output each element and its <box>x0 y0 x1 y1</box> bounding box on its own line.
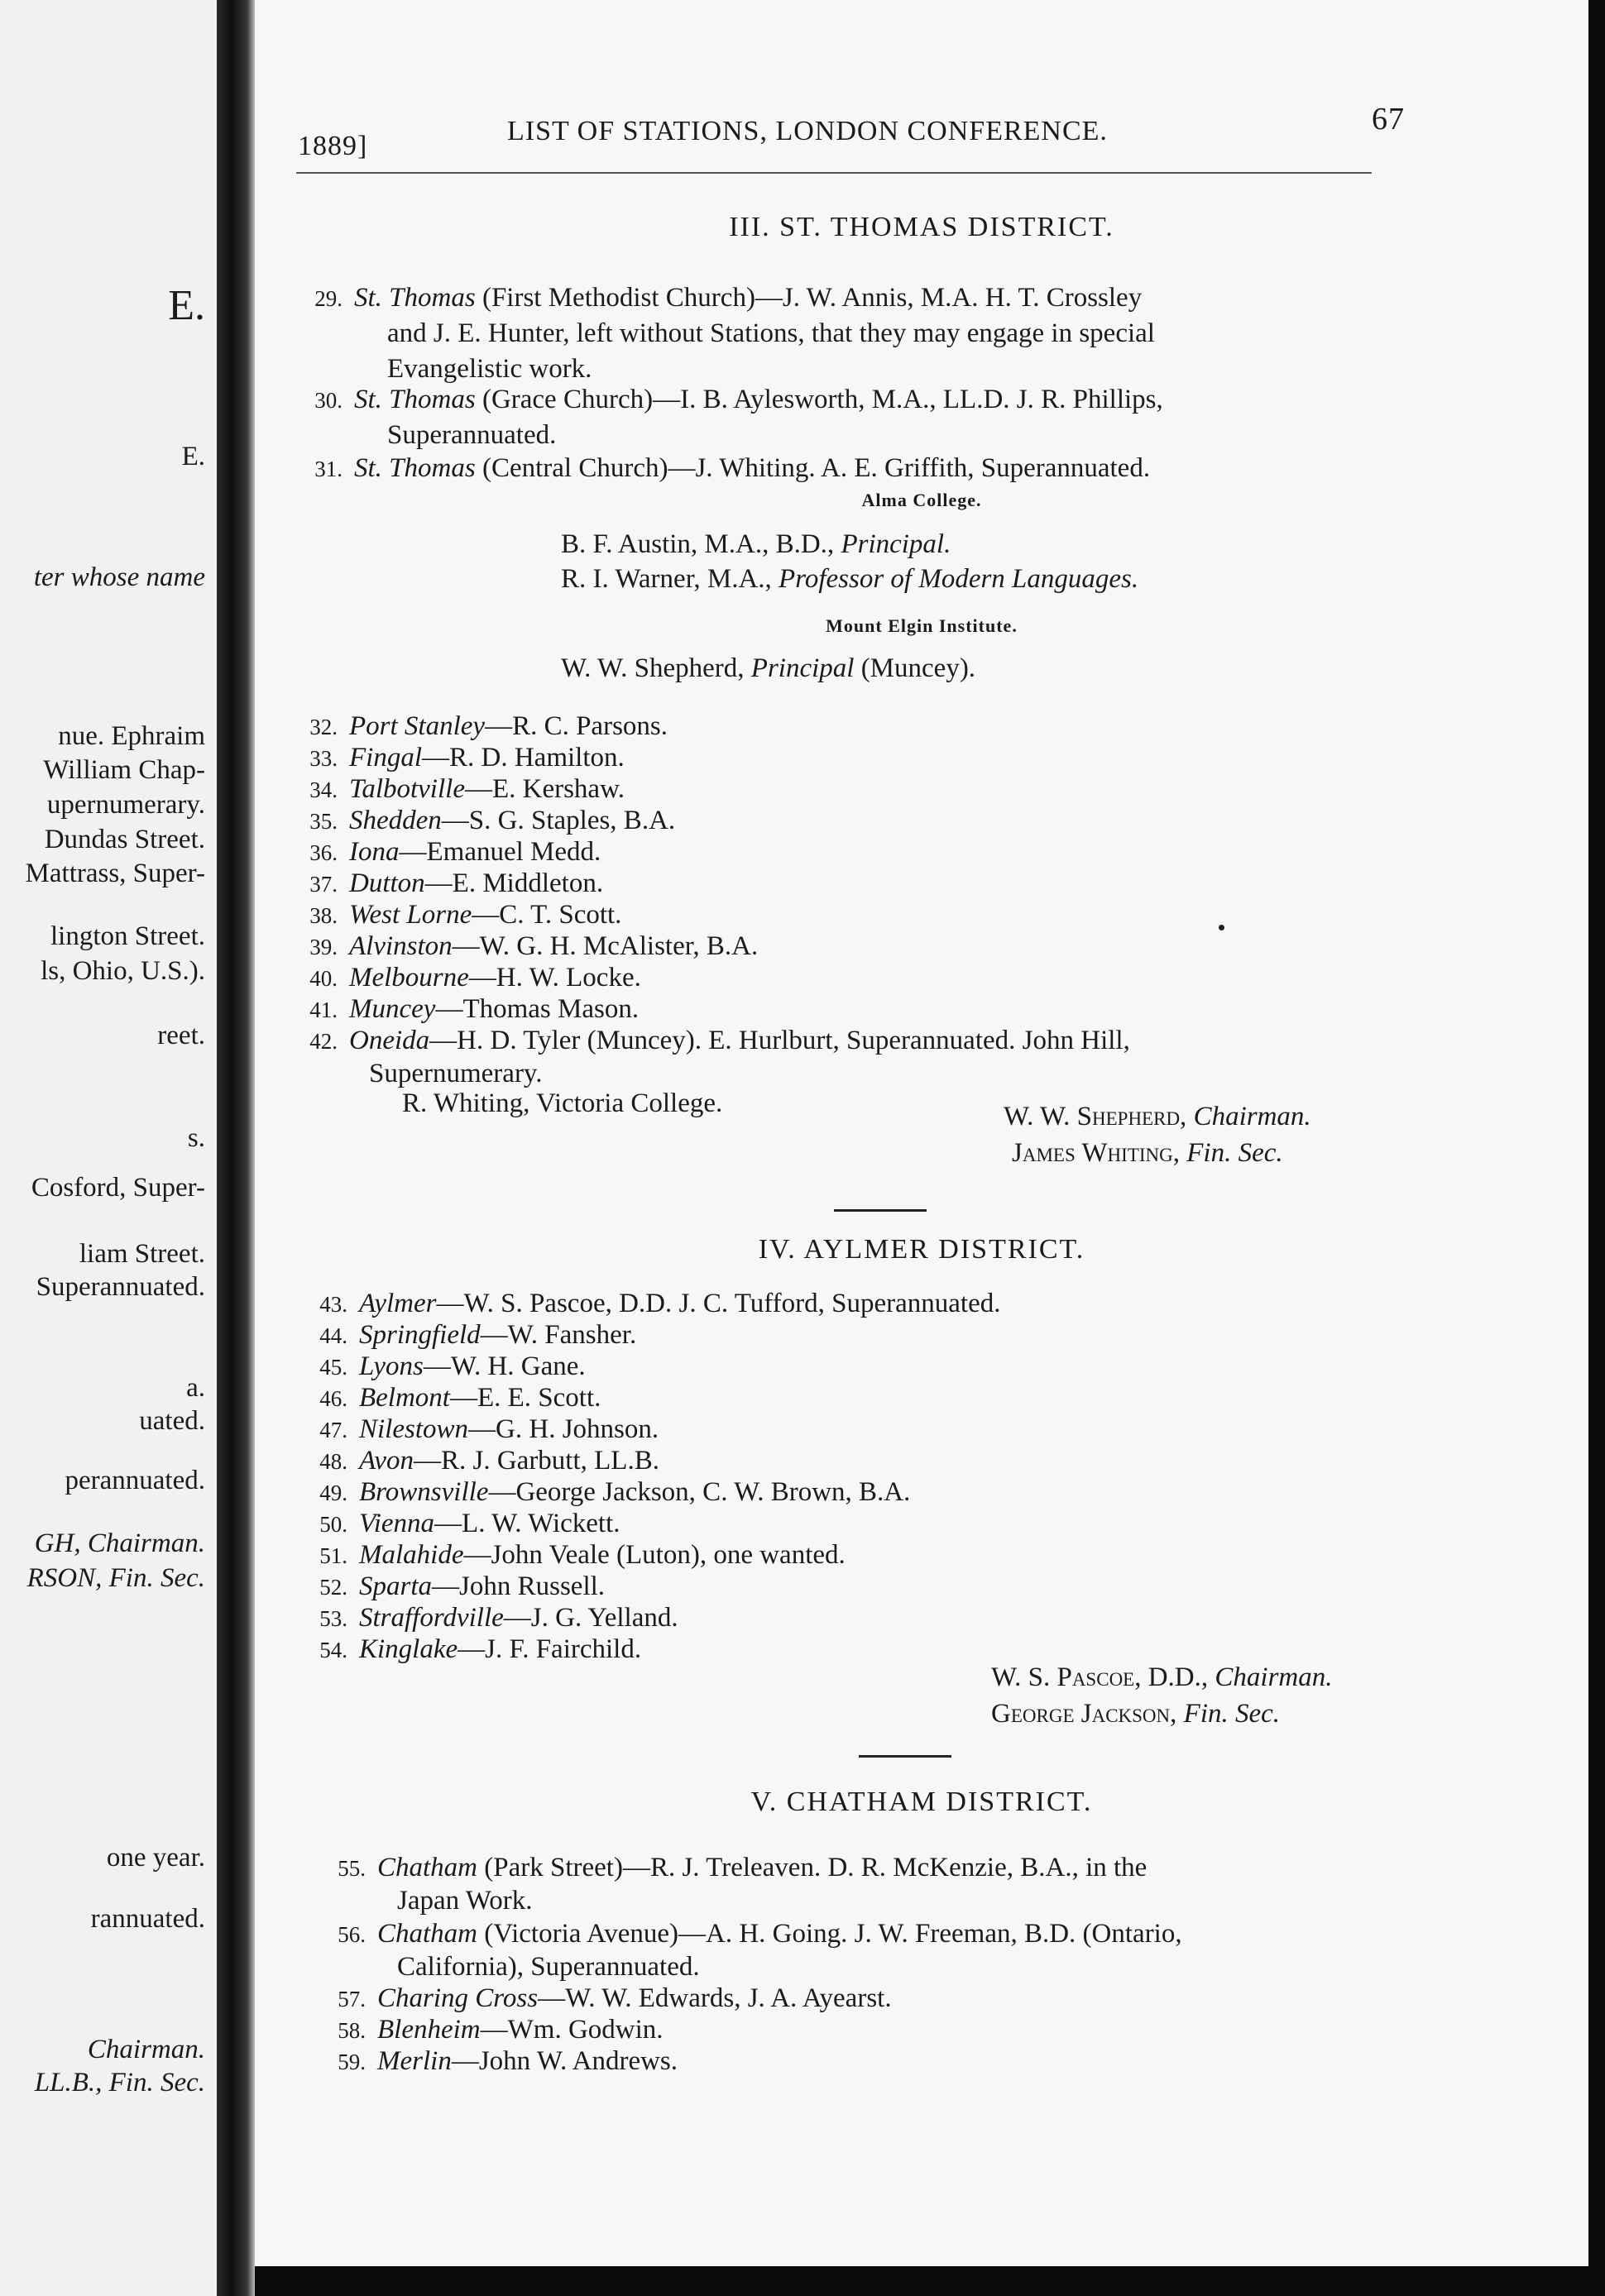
left-page-line: RSON, Fin. Sec. <box>26 1563 205 1593</box>
station-place: Muncey <box>349 994 436 1024</box>
station-appointment: —W. Fansher. <box>480 1320 637 1350</box>
station-place: Belmont <box>359 1383 450 1413</box>
station-number: 48. <box>319 1449 347 1474</box>
station-number: 38. <box>309 903 338 928</box>
station-number: 41. <box>309 997 338 1022</box>
station-entry <box>288 900 621 930</box>
left-page-line: Chairman. <box>87 2035 205 2064</box>
station-number: 54. <box>319 1638 347 1662</box>
left-page-line: one year. <box>106 1843 205 1873</box>
station-appointment: (Victoria Avenue)—A. H. Going. J. W. Freeman, B.D. (Ontario, <box>477 1919 1182 1949</box>
station-entry <box>298 1414 659 1445</box>
station-number: 57. <box>338 1987 366 2011</box>
staff-location: (Muncey). <box>854 653 976 683</box>
station-entry <box>316 2046 678 2077</box>
station-place: Blenheim <box>377 2015 481 2045</box>
staff-name: B. F. Austin, M.A., B.D., <box>561 529 841 559</box>
station-place: St. Thomas <box>354 385 476 414</box>
left-page-line: s. <box>187 1123 205 1153</box>
station-entry <box>288 931 758 962</box>
mount-elgin-heading: Mount Elgin Institute. <box>826 615 1018 636</box>
aylmer-chairman: W. S. Pascoe, D.D., Chairman. <box>991 1662 1333 1692</box>
station-number: 33. <box>309 746 338 771</box>
left-page-line: Cosford, Super- <box>31 1173 205 1203</box>
header-year: 1889] <box>298 131 368 161</box>
left-page-line: Superannuated. <box>36 1272 205 1302</box>
station-appointment: —R. C. Parsons. <box>485 711 668 741</box>
station-number: 50. <box>319 1512 347 1537</box>
left-page-line: uated. <box>139 1406 205 1436</box>
station-entry <box>288 868 603 899</box>
station-appointment: —H. W. Locke. <box>468 963 641 993</box>
station-number: 31. <box>314 457 343 481</box>
station-entry <box>316 1853 1147 1883</box>
left-page-line: ls, Ohio, U.S.). <box>41 956 205 986</box>
station-appointment: —John W. Andrews. <box>451 2046 678 2076</box>
station-entry <box>316 1983 892 2014</box>
station-entry <box>298 1351 586 1382</box>
station-place: St. Thomas <box>354 453 476 483</box>
station-place: Alvinston <box>349 931 453 961</box>
left-page-line: E. <box>181 442 205 471</box>
staff-name: R. I. Warner, M.A., <box>561 564 779 594</box>
station-number: 53. <box>319 1606 347 1631</box>
station-appointment: Evangelistic work. <box>387 354 592 384</box>
station-entry <box>387 420 556 451</box>
station-place: St. Thomas <box>354 283 476 313</box>
station-number: 47. <box>319 1418 347 1442</box>
left-page-line: Mattrass, Super- <box>25 859 205 888</box>
station-entry <box>298 1603 678 1634</box>
page-number: 67 <box>1372 102 1405 136</box>
station-appointment: (Park Street)—R. J. Treleaven. D. R. McKenzie, B.A., in the <box>477 1853 1147 1882</box>
left-page-line: lington Street. <box>50 921 205 951</box>
station-entry <box>293 283 1142 313</box>
book-gutter <box>217 0 255 2296</box>
station-place: Melbourne <box>349 963 469 993</box>
station-number: 52. <box>319 1575 347 1600</box>
station-appointment: —George Jackson, C. W. Brown, B.A. <box>488 1477 911 1507</box>
station-number: 36. <box>309 840 338 865</box>
station-place: Lyons <box>359 1351 424 1381</box>
station-place: Talbotville <box>349 774 465 804</box>
institution-staff <box>561 529 951 560</box>
station-place: Springfield <box>359 1320 481 1350</box>
station-appointment: California), Superannuated. <box>397 1952 700 1982</box>
station-place: Sparta <box>359 1571 433 1601</box>
station-entry <box>397 1952 700 1983</box>
station-appointment: —Thomas Mason. <box>435 994 640 1024</box>
station-number: 29. <box>314 286 343 311</box>
station-place: Malahide <box>359 1540 464 1570</box>
station-number: 39. <box>309 935 338 959</box>
section-divider <box>859 1755 951 1758</box>
station-appointment: —W. H. Gane. <box>423 1351 586 1381</box>
station-number: 37. <box>309 872 338 897</box>
station-appointment: —E. Kershaw. <box>464 774 625 804</box>
station-entry <box>387 318 1155 349</box>
station-appointment: —E. Middleton. <box>424 868 604 898</box>
institution-staff <box>561 653 975 684</box>
station-appointment: —R. D. Hamilton. <box>422 743 625 773</box>
station-appointment: —Wm. Godwin. <box>480 2015 664 2045</box>
station-number: 45. <box>319 1355 347 1380</box>
station-number: 44. <box>319 1323 347 1348</box>
station-place: Aylmer <box>359 1289 437 1318</box>
station-entry <box>293 453 1150 484</box>
station-entry <box>288 837 601 868</box>
station-entry <box>316 1919 1182 1949</box>
left-page-line: a. <box>186 1373 205 1403</box>
station-number: 49. <box>319 1480 347 1505</box>
station-entry <box>288 963 641 993</box>
district-title-st-thomas: III. ST. THOMAS DISTRICT. <box>729 212 1114 242</box>
station-entry <box>397 1886 533 1916</box>
station-place: Iona <box>349 837 400 867</box>
station-entry <box>288 743 625 773</box>
station-number: 59. <box>338 2050 366 2074</box>
station-appointment: —G. H. Johnson. <box>468 1414 659 1444</box>
station-number: 42. <box>309 1029 338 1054</box>
station-appointment: —W. W. Edwards, J. A. Ayearst. <box>538 1983 892 2013</box>
station-appointment: —R. J. Garbutt, LL.B. <box>413 1446 659 1476</box>
district-title-chatham: V. CHATHAM DISTRICT. <box>750 1787 1093 1817</box>
station-entry <box>298 1571 605 1602</box>
main-page <box>255 0 1588 2266</box>
station-entry <box>288 994 639 1025</box>
station-appointment: (Grace Church)—I. B. Aylesworth, M.A., LL.D. J. R. Phillips, <box>475 385 1163 414</box>
station-number: 43. <box>319 1292 347 1317</box>
station-entry <box>298 1289 1000 1319</box>
station-appointment: Supernumerary. <box>369 1059 543 1088</box>
left-page-line: nue. Ephraim <box>58 721 205 751</box>
station-place: Port Stanley <box>349 711 486 741</box>
station-appointment: —W. S. Pascoe, D.D. J. C. Tufford, Superannuated. <box>436 1289 1001 1318</box>
station-entry <box>298 1477 910 1508</box>
left-page-line: liam Street. <box>79 1239 205 1269</box>
station-appointment: —H. D. Tyler (Muncey). E. Hurlburt, Superannuated. John Hill, <box>429 1026 1130 1055</box>
station-place: Vienna <box>359 1509 435 1538</box>
station-appointment: and J. E. Hunter, left without Stations, that they may engage in special <box>387 318 1155 348</box>
station-number: 51. <box>319 1543 347 1568</box>
station-entry <box>316 2015 664 2045</box>
left-page-line: perannuated. <box>65 1466 205 1495</box>
station-number: 55. <box>338 1856 366 1881</box>
station-appointment: —S. G. Staples, B.A. <box>441 806 676 835</box>
station-place: Oneida <box>349 1026 430 1055</box>
st-thomas-chairman: W. W. Shepherd, Chairman. <box>1004 1102 1311 1131</box>
station-number: 34. <box>309 777 338 802</box>
station-number: 58. <box>338 2018 366 2043</box>
station-number: 46. <box>319 1386 347 1411</box>
ink-speck <box>1219 925 1224 930</box>
alma-college-heading: Alma College. <box>861 490 982 510</box>
station-appointment: R. Whiting, Victoria College. <box>402 1088 723 1118</box>
station-place: Merlin <box>377 2046 452 2076</box>
station-appointment: —J. G. Yelland. <box>503 1603 678 1633</box>
station-place: Avon <box>359 1446 414 1476</box>
station-number: 32. <box>309 715 338 739</box>
station-appointment: —Emanuel Medd. <box>399 837 601 867</box>
station-place: Dutton <box>349 868 425 898</box>
station-entry <box>298 1509 620 1539</box>
station-appointment: (Central Church)—J. Whiting. A. E. Griffith, Superannuated. <box>475 453 1151 483</box>
left-page-line: E. <box>168 282 205 329</box>
st-thomas-fin-sec: James Whiting, Fin. Sec. <box>1012 1138 1283 1168</box>
staff-role: Professor of Modern Languages. <box>779 564 1139 594</box>
left-page-line: reet. <box>157 1021 205 1050</box>
station-appointment: —J. F. Fairchild. <box>458 1634 642 1664</box>
station-appointment: —L. W. Wickett. <box>434 1509 620 1538</box>
station-entry <box>387 354 592 385</box>
station-place: Straffordville <box>359 1603 504 1633</box>
header-title: LIST OF STATIONS, LONDON CONFERENCE. <box>507 116 1108 146</box>
left-page-line: GH, Chairman. <box>34 1528 205 1558</box>
left-page-line: William Chap- <box>43 755 205 785</box>
header-rule <box>296 172 1372 174</box>
station-place: Charing Cross <box>377 1983 539 2013</box>
station-place: Chatham <box>377 1853 478 1882</box>
station-appointment: —W. G. H. McAlister, B.A. <box>452 931 759 961</box>
station-appointment: —C. T. Scott. <box>472 900 622 930</box>
station-number: 35. <box>309 809 338 834</box>
station-entry <box>288 711 668 742</box>
station-entry <box>288 1026 1130 1056</box>
station-number: 56. <box>338 1922 366 1947</box>
left-page-line: LL.B., Fin. Sec. <box>34 2068 205 2097</box>
station-place: West Lorne <box>349 900 472 930</box>
aylmer-fin-sec: George Jackson, Fin. Sec. <box>991 1699 1281 1729</box>
left-page <box>0 0 217 2296</box>
station-place: Shedden <box>349 806 442 835</box>
left-page-line: ter whose name <box>33 562 205 592</box>
station-entry <box>298 1634 641 1665</box>
station-entry <box>298 1383 601 1413</box>
station-entry <box>402 1088 722 1119</box>
station-place: Chatham <box>377 1919 478 1949</box>
station-appointment: Superannuated. <box>387 420 557 450</box>
station-entry <box>369 1059 543 1089</box>
station-number: 30. <box>314 388 343 413</box>
station-appointment: —John Veale (Luton), one wanted. <box>463 1540 846 1570</box>
station-appointment: —E. E. Scott. <box>449 1383 601 1413</box>
staff-name: W. W. Shepherd, <box>561 653 751 683</box>
station-place: Brownsville <box>359 1477 489 1507</box>
station-entry <box>293 385 1163 415</box>
station-place: Fingal <box>349 743 422 773</box>
left-page-line: Dundas Street. <box>44 825 205 854</box>
station-entry <box>298 1540 846 1571</box>
station-number: 40. <box>309 966 338 991</box>
station-appointment: —John Russell. <box>432 1571 606 1601</box>
district-title-aylmer: IV. AYLMER DISTRICT. <box>758 1234 1085 1265</box>
left-page-line: rannuated. <box>90 1904 205 1934</box>
section-divider <box>834 1209 927 1212</box>
station-place: Kinglake <box>359 1634 458 1664</box>
staff-role: Principal. <box>841 529 951 559</box>
station-entry <box>298 1320 636 1351</box>
institution-staff <box>561 564 1138 595</box>
station-place: Nilestown <box>359 1414 469 1444</box>
station-entry <box>288 806 675 836</box>
left-page-line: upernumerary. <box>46 790 205 820</box>
staff-role: Principal <box>750 653 855 683</box>
station-entry <box>298 1446 659 1476</box>
station-appointment: (First Methodist Church)—J. W. Annis, M.A. H. T. Crossley <box>475 283 1143 313</box>
station-appointment: Japan Work. <box>397 1886 533 1916</box>
station-entry <box>288 774 625 805</box>
